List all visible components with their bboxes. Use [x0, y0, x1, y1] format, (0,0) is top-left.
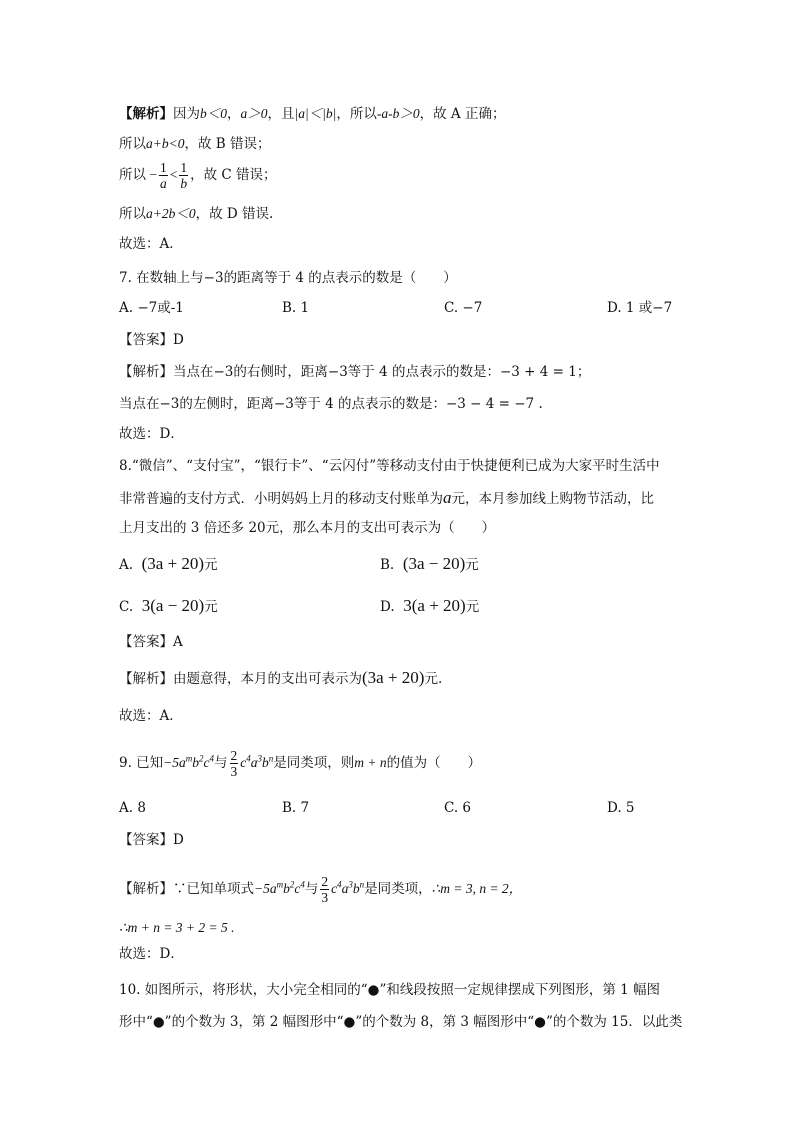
q7-answer: 【答案】D: [119, 332, 184, 348]
fraction: $\frac{1}{b}$: [180, 160, 188, 191]
q7-option-a: A. −7或-1: [119, 300, 184, 316]
q7-analysis-line2: 当点在−3的左侧时，距离−3等于 4 的点表示的数是：−3 − 4 = −7 .: [119, 396, 543, 412]
q9-choice: 故选：D．: [119, 946, 184, 962]
q7-choice: 故选：D．: [119, 426, 184, 442]
analysis-tag: 【解析】: [119, 106, 173, 122]
q8-stem-line2: 非常普遍的支付方式．小明妈妈上月的移动支付账单为a元，本月参加线上购物节活动，比: [119, 488, 654, 507]
q8-stem-line3: 上月支出的 3 倍还多 20元，那么本月的支出可表示为（ ）: [119, 520, 496, 536]
q8-answer: 【答案】A: [119, 634, 183, 650]
fraction: $\frac{2}{3}$: [321, 874, 329, 905]
q9-option-b: B. 7: [282, 800, 310, 816]
q9-option-c: C. 6: [444, 800, 472, 816]
q6-analysis-line2: 所以a+b<0，故 B 错误；: [119, 136, 271, 152]
q9-option-d: D. 5: [607, 800, 635, 816]
q7-option-d: D. 1 或−7: [607, 300, 673, 316]
q8-option-c: C. 3(a − 20)元: [119, 596, 218, 615]
q7-option-b: B. 1: [282, 300, 310, 316]
q6-analysis-line4: 所以a+2b＜0，故 D 错误.: [119, 206, 274, 222]
q8-stem-line1: 8.“微信”、“支付宝”，“银行卡”、“云闪付”等移动支付由于快捷便利已成为大家平时生活中: [119, 458, 660, 474]
q9-option-a: A. 8: [119, 800, 146, 816]
q6-choice: 故选：A．: [119, 236, 183, 252]
q8-option-d: D. 3(a + 20)元: [380, 596, 480, 615]
q7-stem: 7. 在数轴上与−3的距离等于 4 的点表示的数是（ ）: [119, 270, 457, 286]
q9-answer: 【答案】D: [119, 832, 184, 848]
q6-analysis-line3: 所以 − $\frac{1}{a}$ < $\frac{1}{b}$ ，故 C 错误；: [119, 160, 277, 191]
q6-analysis-line1: 【解析】因为b＜0，a＞0，且|a|＜|b|，所以-a-b＞0，故 A 正确；: [119, 106, 506, 122]
q7-analysis-line1: 【解析】当点在−3的右侧时，距离−3等于 4 的点表示的数是：−3 + 4 = 1；: [119, 364, 591, 380]
fraction: $\frac{2}{3}$: [230, 748, 238, 779]
q9-analysis-line1: 【解析】∵已知单项式$-5a^mb^2c^4$与 $\frac{2}{3}$ $c^4a^3b^n$是同类项，∴m = 3, n = 2，: [119, 874, 523, 905]
fraction: $\frac{1}{a}$: [160, 160, 167, 191]
q9-analysis-line2: ∴m + n = 3 + 2 = 5 .: [119, 920, 235, 935]
q10-stem-line1: 10. 如图所示，将形状，大小完全相同的“●”和线段按照一定规律摆成下列图形，第 1 幅图: [119, 982, 661, 998]
q8-analysis: 【解析】由题意得，本月的支出可表示为(3a + 20)元.: [119, 668, 443, 687]
q8-option-a: A. (3a + 20)元: [119, 554, 218, 573]
q8-option-b: B. (3a − 20)元: [380, 554, 479, 573]
q8-choice: 故选：A．: [119, 708, 183, 724]
q9-stem: 9. 已知$-5a^mb^2c^4$与 $\frac{2}{3}$ $c^4a^3b^n$是同类项，则m + n的值为（ ）: [119, 748, 482, 779]
q7-option-c: C. −7: [444, 300, 483, 316]
q10-stem-line2: 形中“●”的个数为 3，第 2 幅图形中“●”的个数为 8，第 3 幅图形中“●”的个数为 15．以此类: [119, 1014, 683, 1030]
